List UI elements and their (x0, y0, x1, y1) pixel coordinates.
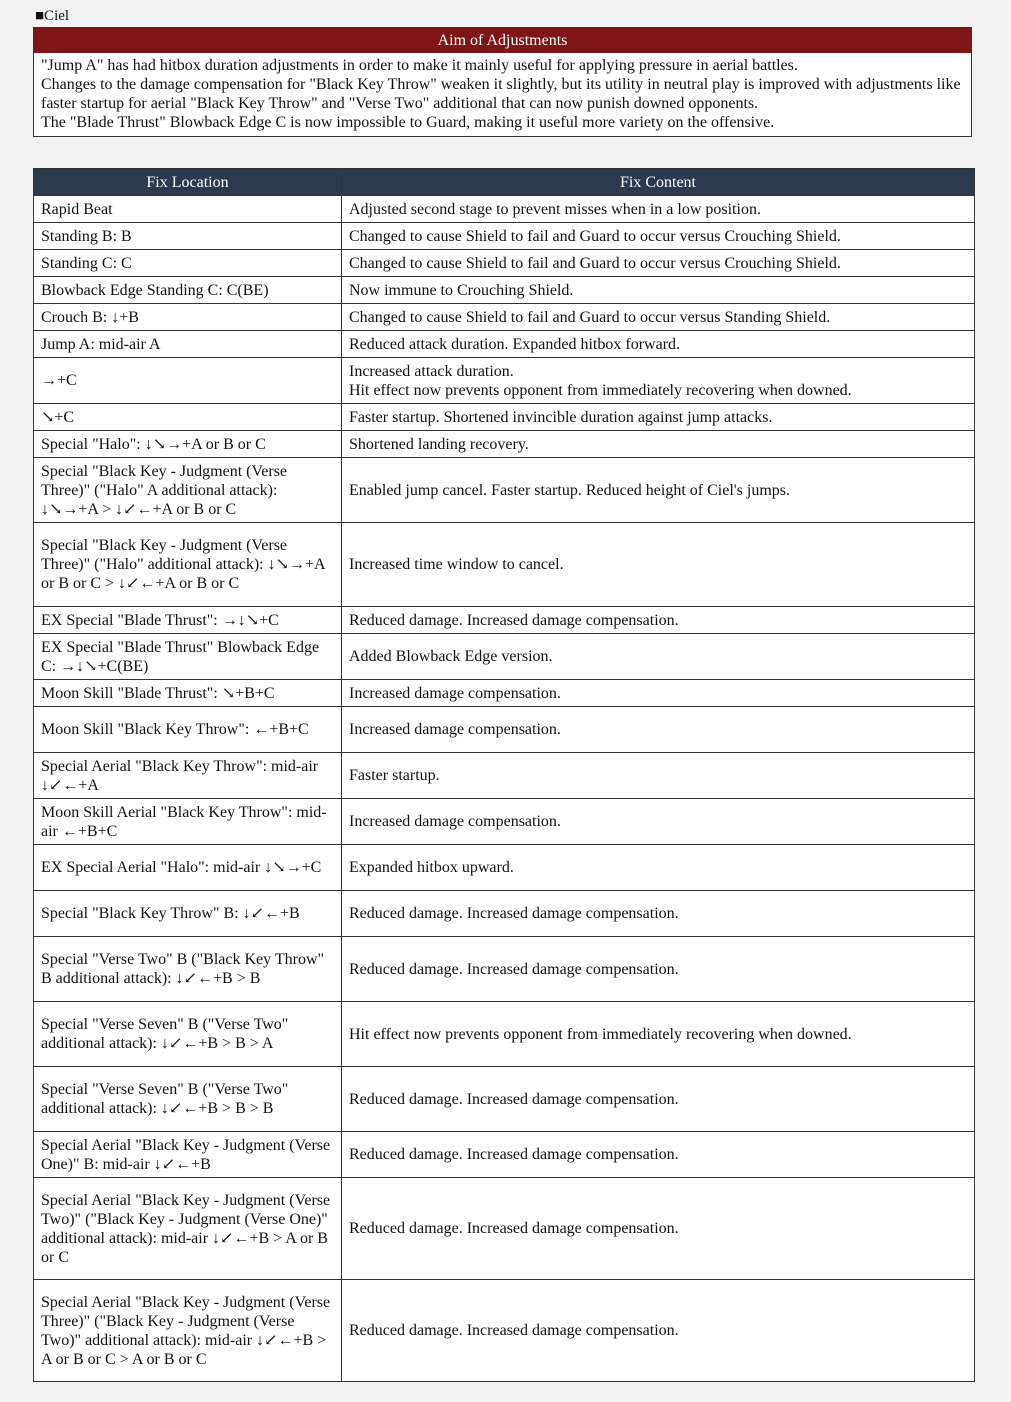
table-body (34, 196, 975, 1382)
fix-content-cell: Reduced damage. Increased damage compensation. (342, 937, 975, 1002)
table-row (34, 891, 975, 937)
table-row (34, 680, 975, 707)
fix-content-cell: Reduced damage. Increased damage compensation. (342, 1132, 975, 1178)
fix-location-cell: Special "Black Key - Judgment (Verse Three)" ("Halo" additional attack): ↓↘→+A or B or C > ↓↙←+A or B or C (34, 523, 342, 607)
table-row (34, 250, 975, 277)
fix-content-cell: Increased damage compensation. (342, 680, 975, 707)
table-row (34, 277, 975, 304)
fix-location-cell: Crouch B: ↓+B (34, 304, 342, 331)
fix-content-cell: Increased time window to cancel. (342, 523, 975, 607)
fix-content-cell: Increased damage compensation. (342, 707, 975, 753)
fix-location-cell: Special "Verse Seven" B ("Verse Two" additional attack): ↓↙←+B > B > A (34, 1002, 342, 1067)
fix-content-cell: Reduced damage. Increased damage compensation. (342, 1067, 975, 1132)
aim-body (34, 53, 971, 136)
fix-location-cell: Standing C: C (34, 250, 342, 277)
fix-content-cell: Changed to cause Shield to fail and Guard to occur versus Standing Shield. (342, 304, 975, 331)
fix-content-cell: Adjusted second stage to prevent misses when in a low position. (342, 196, 975, 223)
fix-location-cell: EX Special Aerial "Halo": mid-air ↓↘→+C (34, 845, 342, 891)
fix-content-cell: Changed to cause Shield to fail and Guard to occur versus Crouching Shield. (342, 223, 975, 250)
table-row (34, 331, 975, 358)
fix-location-cell: Standing B: B (34, 223, 342, 250)
table-row (34, 304, 975, 331)
fix-location-cell: EX Special "Blade Thrust" Blowback Edge C: →↓↘+C(BE) (34, 634, 342, 680)
table-row (34, 523, 975, 607)
fix-location-cell: ↘+C (34, 404, 342, 431)
fix-location-cell: Jump A: mid-air A (34, 331, 342, 358)
fix-content-cell: Expanded hitbox upward. (342, 845, 975, 891)
fix-table (33, 168, 975, 1382)
fix-location-cell: Special Aerial "Black Key Throw": mid-air ↓↙←+A (34, 753, 342, 799)
aim-of-adjustments-box (33, 27, 972, 137)
fix-content-cell: Hit effect now prevents opponent from immediately recovering when downed. (342, 1002, 975, 1067)
fix-location-cell: Special "Black Key - Judgment (Verse Three)" ("Halo" A additional attack): ↓↘→+A > ↓↙←+A or B or C (34, 458, 342, 523)
fix-location-cell: Special "Halo": ↓↘→+A or B or C (34, 431, 342, 458)
fix-content-cell: Reduced damage. Increased damage compensation. (342, 1280, 975, 1382)
table-row (34, 431, 975, 458)
fix-location-cell: Special Aerial "Black Key - Judgment (Verse One)" B: mid-air ↓↙←+B (34, 1132, 342, 1178)
fix-location-cell: Rapid Beat (34, 196, 342, 223)
fix-content-cell: Added Blowback Edge version. (342, 634, 975, 680)
aim-line: "Jump A" has had hitbox duration adjustments in order to make it mainly useful for applying pressure in aerial battles. (41, 57, 798, 74)
fix-location-cell: Special "Verse Seven" B ("Verse Two" additional attack): ↓↙←+B > B > B (34, 1067, 342, 1132)
fix-location-cell: Special Aerial "Black Key - Judgment (Verse Two)" ("Black Key - Judgment (Verse One)" additional attack): mid-air ↓↙←+B > A or B or C (34, 1178, 342, 1280)
fix-location-cell: Special "Black Key Throw" B: ↓↙←+B (34, 891, 342, 937)
fix-content-cell: Faster startup. Shortened invincible duration against jump attacks. (342, 404, 975, 431)
fix-content-cell: Reduced damage. Increased damage compensation. (342, 891, 975, 937)
fix-content-header: Fix Content (342, 169, 975, 196)
table-row (34, 1002, 975, 1067)
table-row (34, 753, 975, 799)
table-row (34, 223, 975, 250)
fix-content-cell: Faster startup. (342, 753, 975, 799)
aim-header: Aim of Adjustments (34, 28, 971, 53)
fix-location-cell: Blowback Edge Standing C: C(BE) (34, 277, 342, 304)
table-row (34, 196, 975, 223)
table-row (34, 1067, 975, 1132)
fix-location-cell: EX Special "Blade Thrust": →↓↘+C (34, 607, 342, 634)
table-row (34, 707, 975, 753)
fix-location-cell: Moon Skill Aerial "Black Key Throw": mid-air ←+B+C (34, 799, 342, 845)
fix-content-cell: Reduced attack duration. Expanded hitbox forward. (342, 331, 975, 358)
aim-line: The "Blade Thrust" Blowback Edge C is now impossible to Guard, making it useful more variety on the offensive. (41, 114, 775, 131)
table-row (34, 1178, 975, 1280)
table-row (34, 634, 975, 680)
fix-location-cell: Moon Skill "Blade Thrust": ↘+B+C (34, 680, 342, 707)
table-row (34, 937, 975, 1002)
fix-content-cell: Increased damage compensation. (342, 799, 975, 845)
table-row (34, 458, 975, 523)
table-row (34, 799, 975, 845)
table-row (34, 845, 975, 891)
fix-location-cell: Moon Skill "Black Key Throw": ←+B+C (34, 707, 342, 753)
fix-content-cell: Changed to cause Shield to fail and Guard to occur versus Crouching Shield. (342, 250, 975, 277)
fix-content-cell: Now immune to Crouching Shield. (342, 277, 975, 304)
fix-location-cell: Special "Verse Two" B ("Black Key Throw" B additional attack): ↓↙←+B > B (34, 937, 342, 1002)
table-row (34, 607, 975, 634)
table-row (34, 1132, 975, 1178)
fix-content-cell: Enabled jump cancel. Faster startup. Reduced height of Ciel's jumps. (342, 458, 975, 523)
aim-line: Changes to the damage compensation for "Black Key Throw" weaken it slightly, but its utility in neutral play is improved with adjustments like faster startup for aerial "Black Key Throw" and "Verse Two" additional that can now punish downed opponents. (41, 76, 961, 112)
fix-location-header: Fix Location (34, 169, 342, 196)
table-row (34, 358, 975, 404)
fix-content-cell: Reduced damage. Increased damage compensation. (342, 607, 975, 634)
section-title: ■Ciel (35, 8, 70, 24)
table-header-row (34, 169, 975, 196)
fix-location-cell: Special Aerial "Black Key - Judgment (Verse Three)" ("Black Key - Judgment (Verse Two)" additional attack): mid-air ↓↙←+B > A or B or C > A or B or C (34, 1280, 342, 1382)
fix-content-cell: Reduced damage. Increased damage compensation. (342, 1178, 975, 1280)
table-row (34, 404, 975, 431)
fix-content-cell: Increased attack duration. Hit effect now prevents opponent from immediately recovering when downed. (342, 358, 975, 404)
table-row (34, 1280, 975, 1382)
fix-location-cell: →+C (34, 358, 342, 404)
fix-content-cell: Shortened landing recovery. (342, 431, 975, 458)
